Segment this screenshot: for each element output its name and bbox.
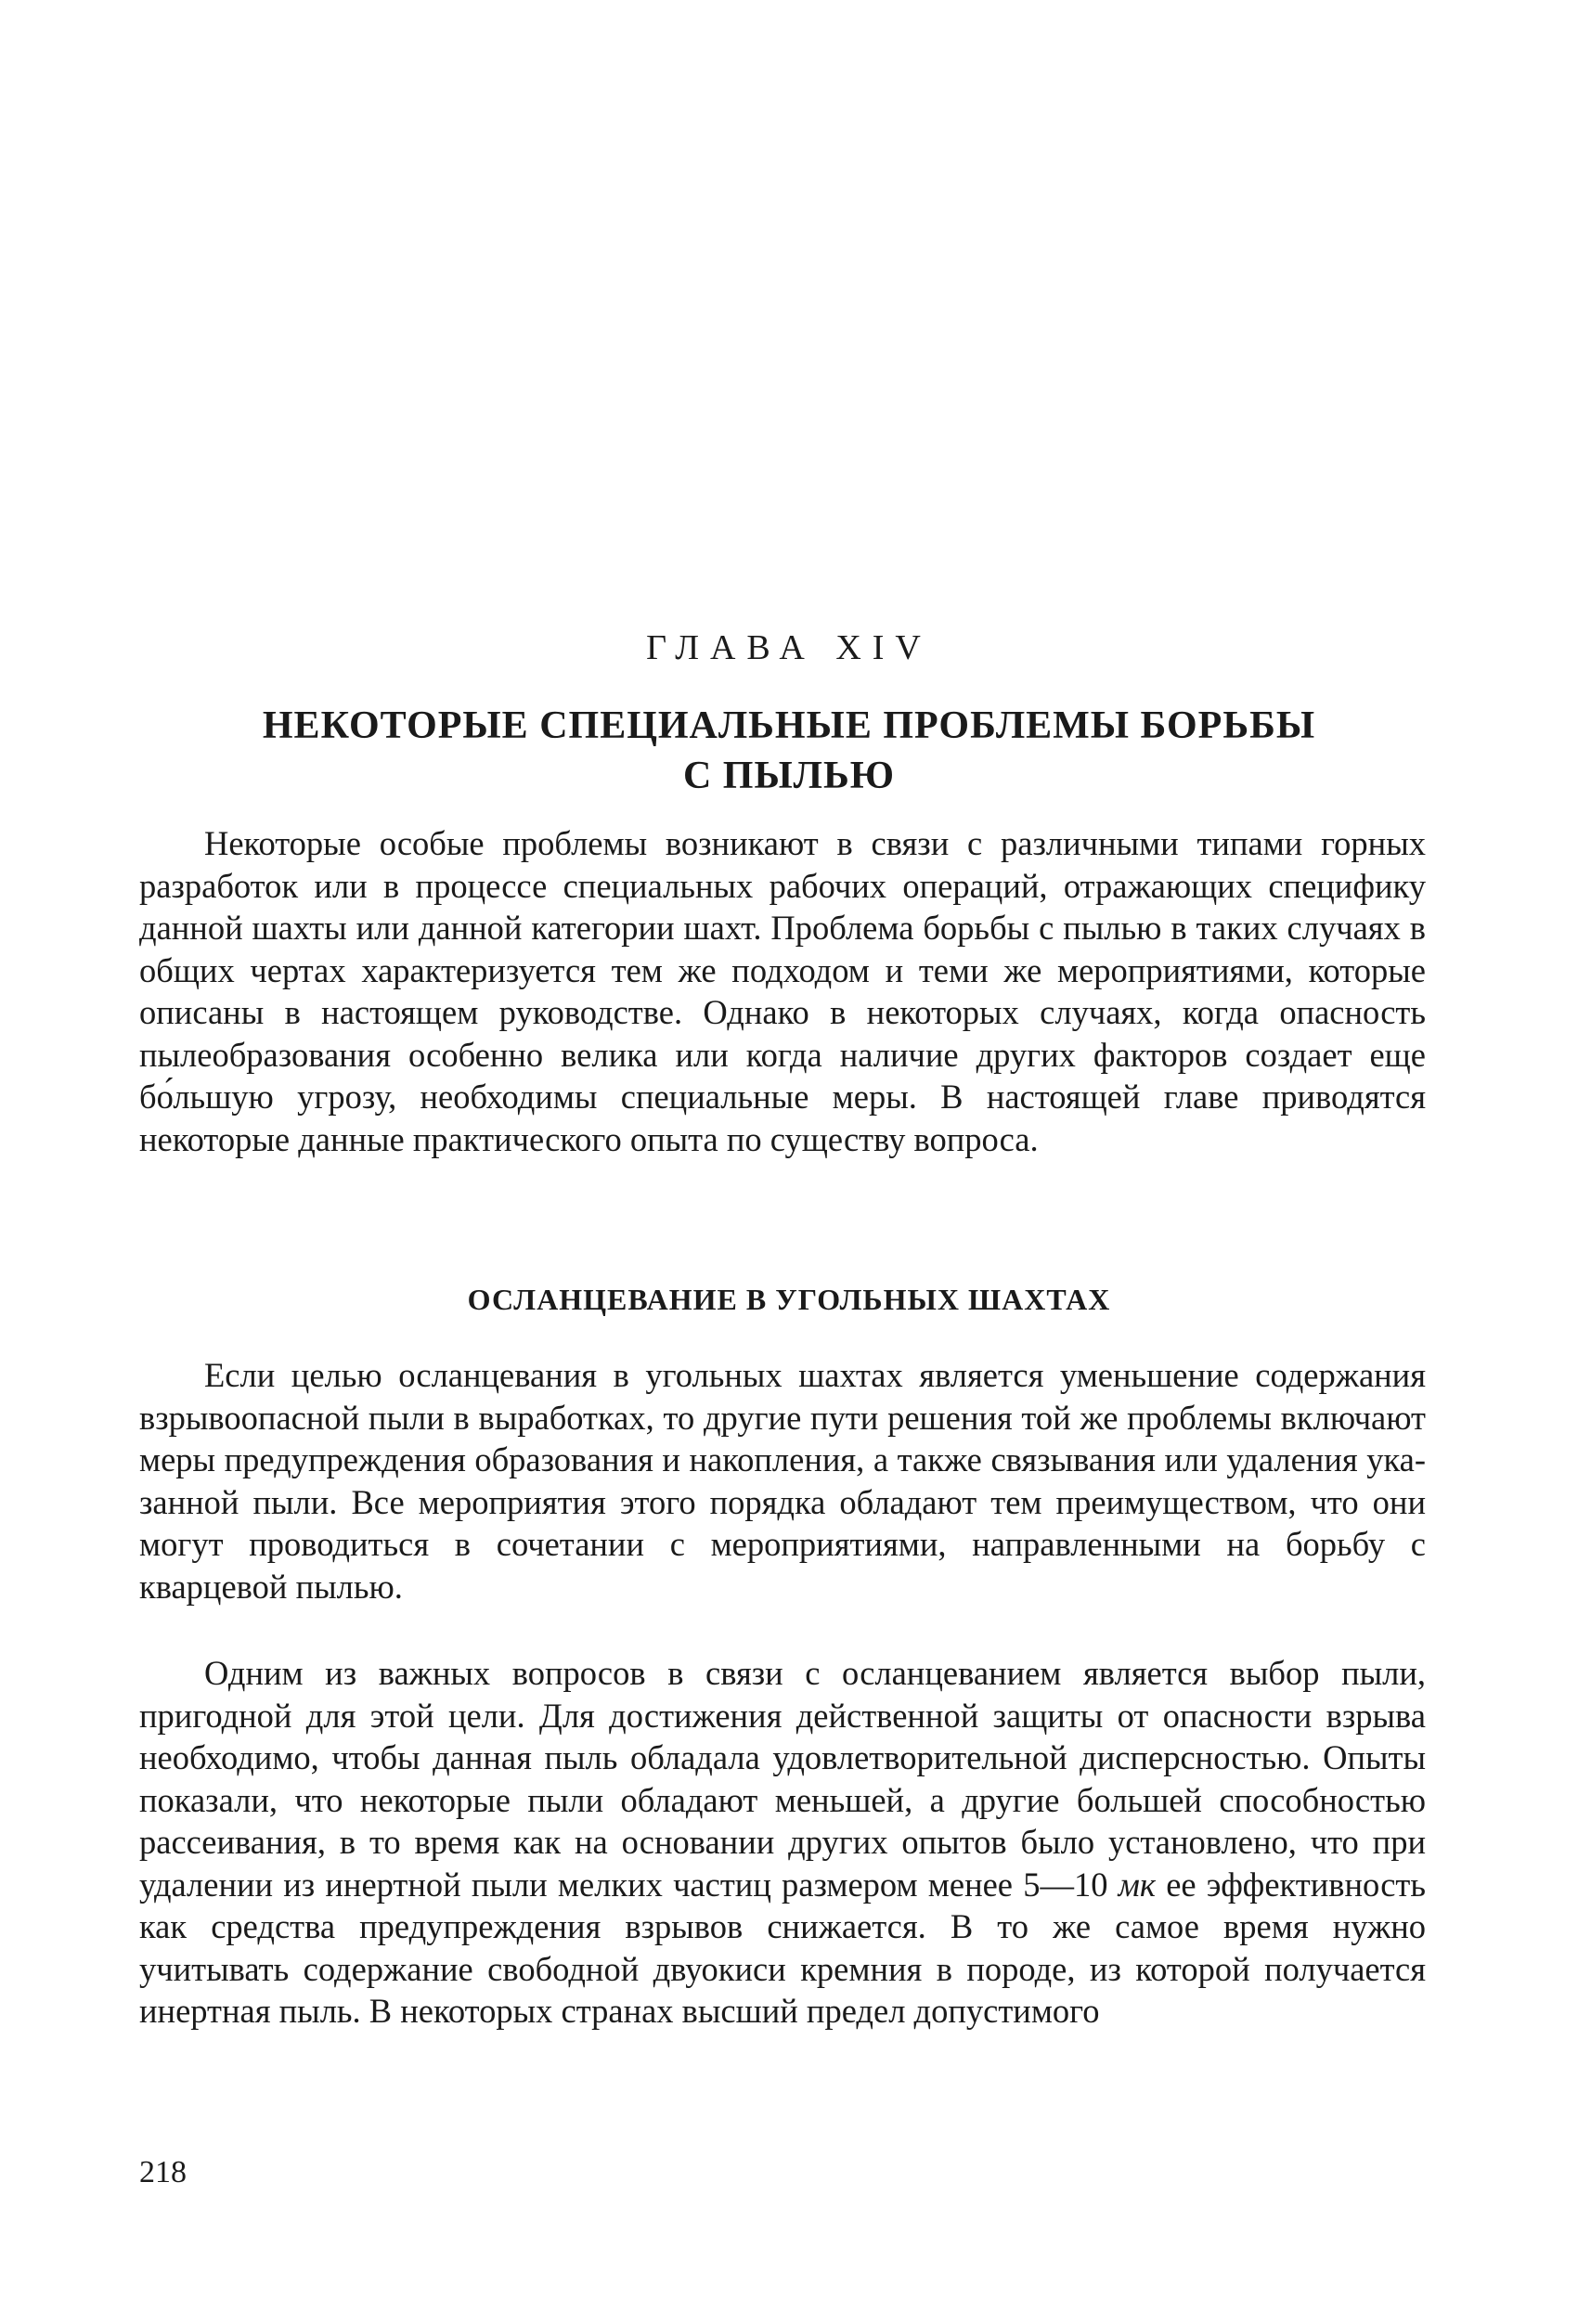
chapter-title-line-2: С ПЫЛЬЮ	[682, 755, 896, 797]
unit-micron: мк	[1118, 1865, 1157, 1904]
section-paragraph-1: Если целью осланцевания в угольных шахтах является уменьшение содержания взрывоопасной пыли в выработках, то другие пути решения той же проблемы включают меры предупреждения образования и накопления, а также связывания или удаления указанной пыли. Все мероприятия этого порядка обладают тем преимуществом, что они могут проводиться в сочетании с мероприятиями, направленными на борьбу с кварцевой пылью.	[139, 1356, 1426, 1606]
page-number: 218	[139, 2155, 187, 2189]
chapter-label: ГЛАВА XIV	[646, 628, 932, 667]
section-heading: ОСЛАНЦЕВАНИЕ В УГОЛЬНЫХ ШАХТАХ	[467, 1283, 1111, 1316]
paragraph-2-text-before: Одним из важных вопросов в связи с осланцеванием является выбор пыли, пригодной для этой цели. Для достижения действенной защиты от опасности взрыва необходимо, чтобы данная пыль обладала удовлетворительной дисперсностью. Опыты показали, что некоторые пыли обладают меньшей, а другие большей способностью рассеивания, в то время как на основании других опытов было установлено, что при удалении из инертной пыли мелких частиц размером менее 5—10	[139, 1654, 1426, 1904]
chapter-title	[139, 701, 1439, 801]
section-paragraph-2	[139, 1652, 1426, 2033]
chapter-title-line-1: НЕКОТОРЫЕ СПЕЦИАЛЬНЫЕ ПРОБЛЕМЫ БОРЬБЫ	[262, 704, 1316, 747]
paragraph-2-text-after: ее эффективность как средства предупреждения взрывов снижается. В то же самое время нужно учитывать содержание свободной двуокиси кремния в породе, из которой получается инертная пыль. В некоторых странах высший предел допустимого	[139, 1865, 1426, 2030]
intro-paragraph: Некоторые особые проблемы возникают в связи с различными типами горных разработок или в процессе специальных рабочих операций, отражающих специфику данной шахты или данной категории шахт. Проблема борьбы с пылью в таких случаях в общих чертах характеризуется тем же подходом и теми же мероприятиями, которые описаны в настоящем руководстве. Однако в некоторых случаях, когда опасность пылеобразования особенно велика или когда наличие других факторов создает еще бо́льшую угрозу, необходимы специальные меры. В настоящей главе приводятся некоторые данные практического опыта по существу вопроса.	[139, 824, 1426, 1158]
